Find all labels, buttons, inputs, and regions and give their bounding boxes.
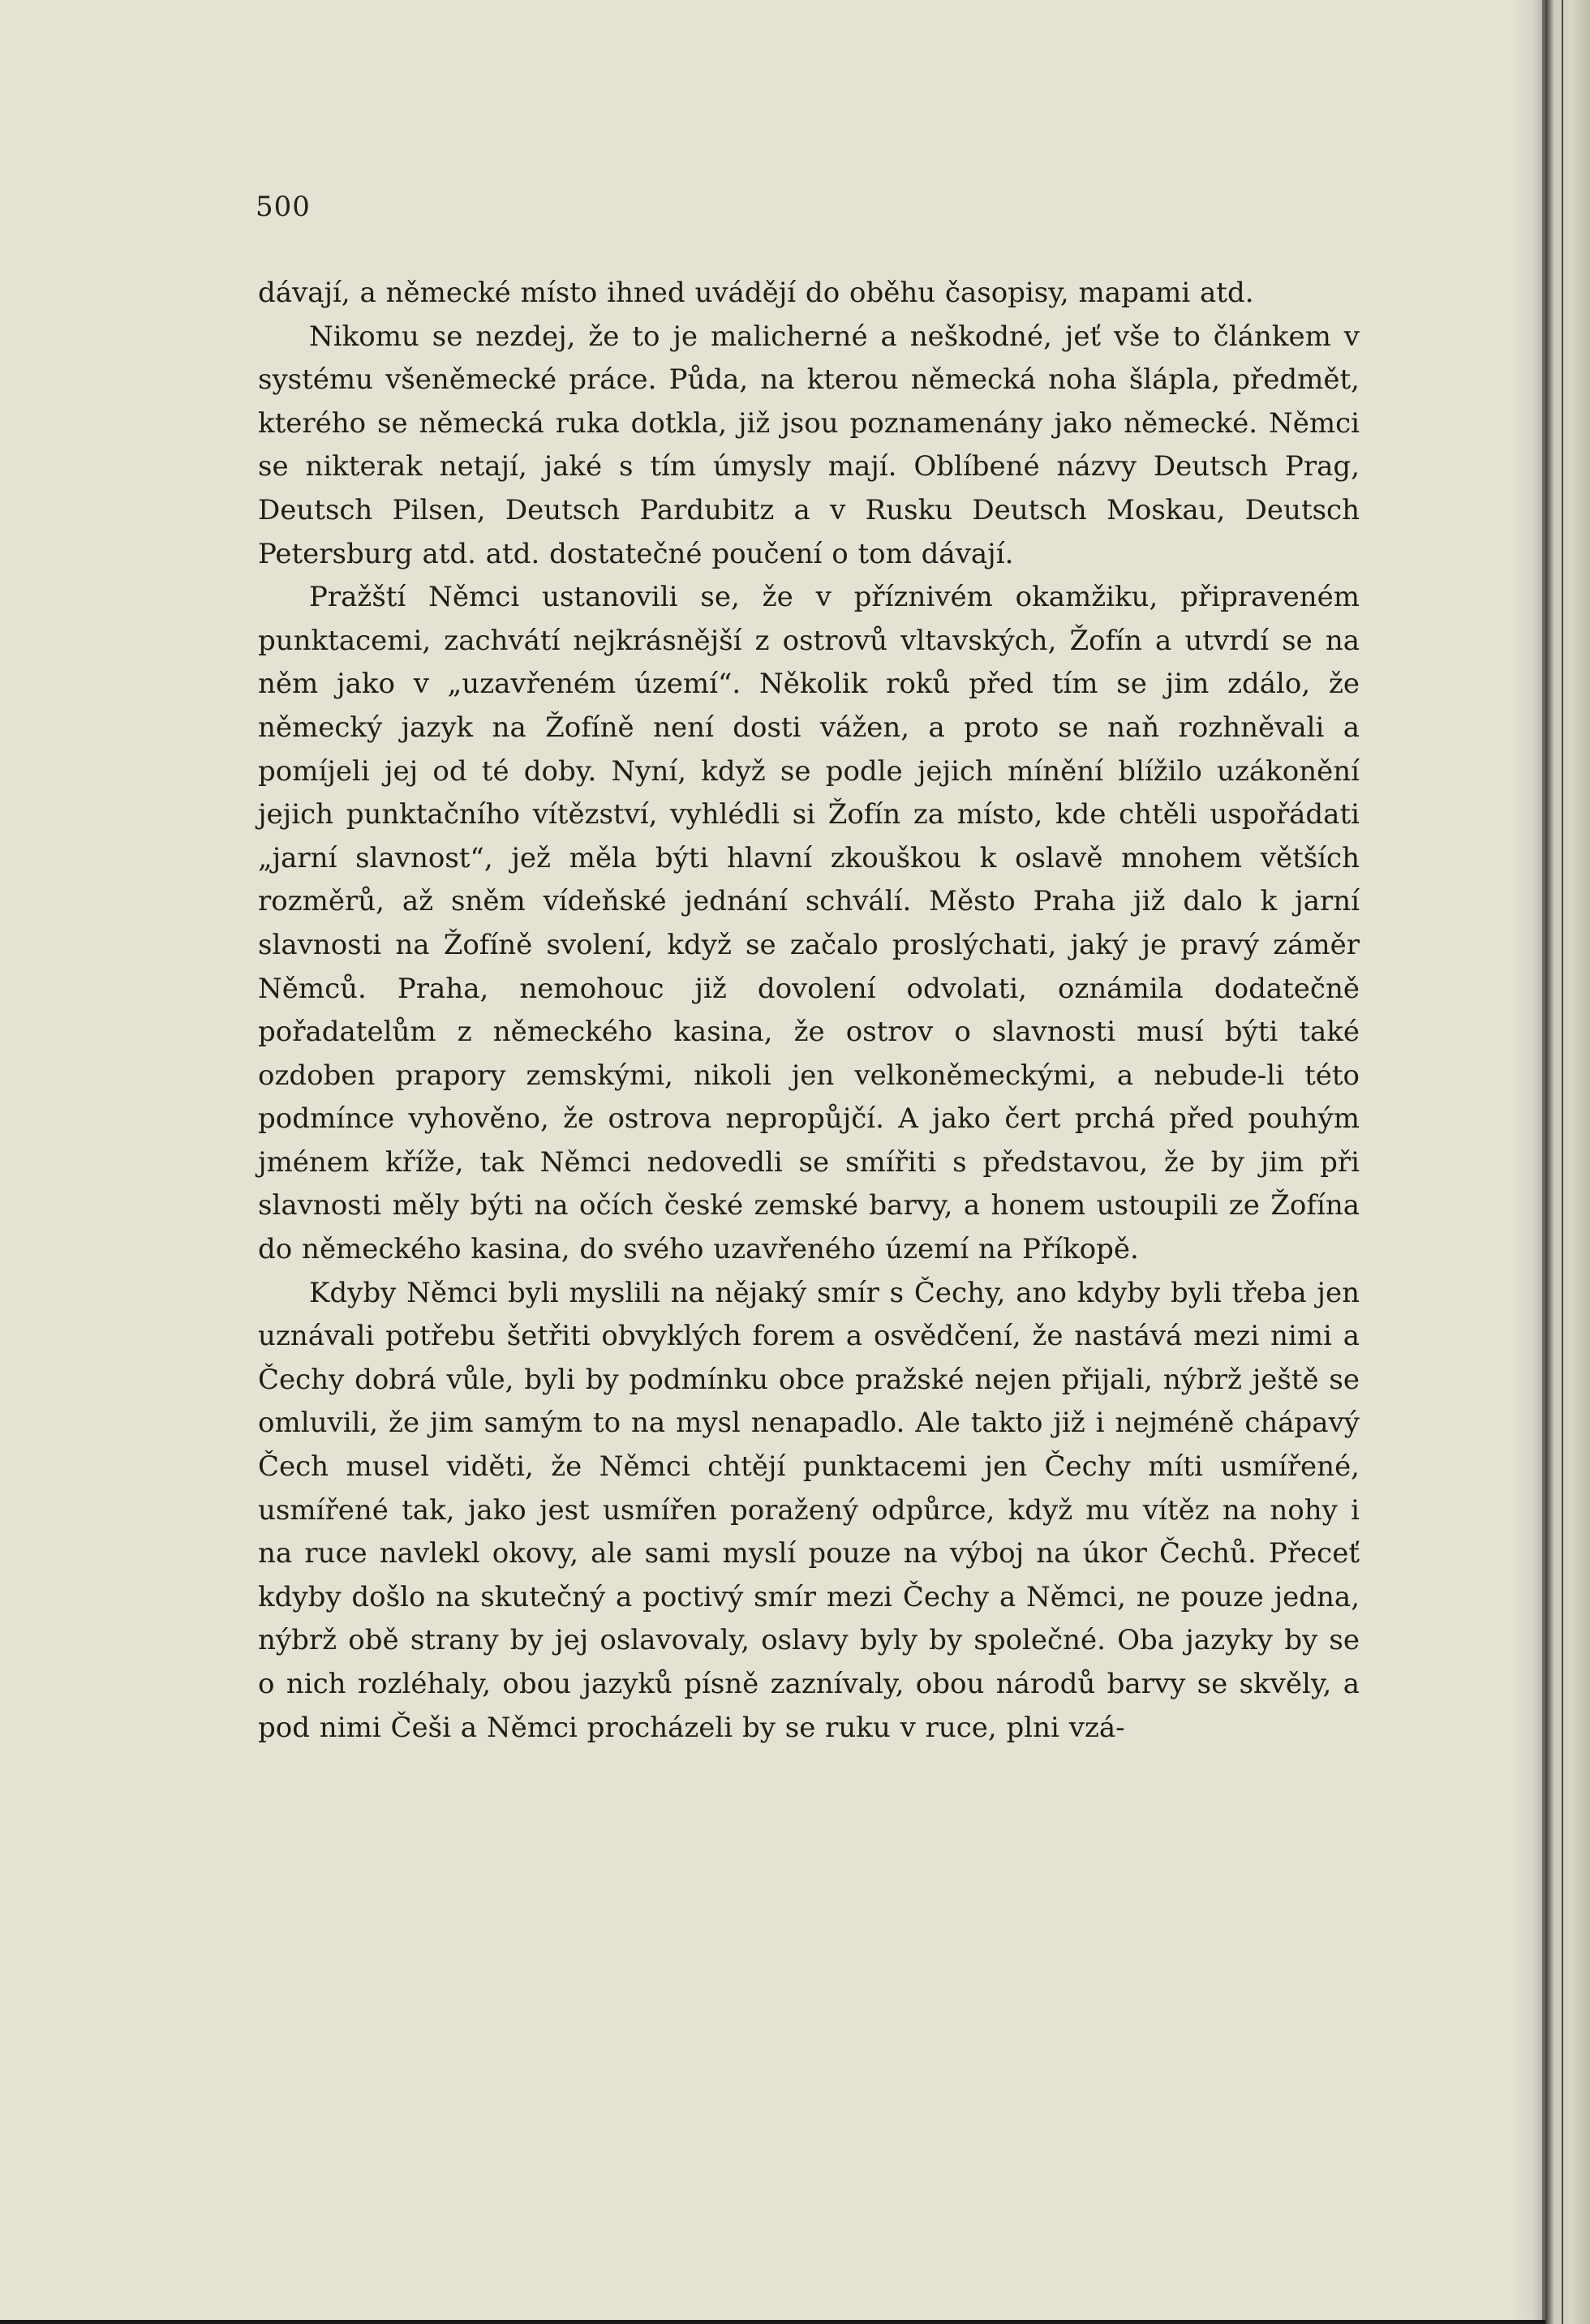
paragraph-continuation: dávají, a německé místo ihned uvádějí do oběhu časopisy, mapami atd. xyxy=(258,277,1254,309)
paragraph: Pražští Němci ustanovili se, že v příznivém okamžiku, připraveném punktacemi, zachvátí nejkrásnější z ostrovů vltavských, Žofín a utvrdí se na něm jako v „uzavřeném území“. Několik roků před tím se jim zdálo, že německý jazyk na Žofíně není dosti vážen, a proto se naň rozhněvali a pomíjeli jej od té doby. Nyní, když se podle jejich mínění blížilo uzákonění jejich punktačního vítězství, vyhlédli si Žofín za místo, kde chtěli uspořádati „jarní slavnost“, jež měla býti hlavní zkouškou k oslavě mnohem větších rozměrů, až sněm vídeňské jednání schválí. Město Praha již dalo k jarní slavnosti na Žofíně svolení, když se začalo proslýchati, jaký je pravý záměr Němců. Praha, nemohouc již dovolení odvolati, oznámila dodatečně pořadatelům z německého kasina, že ostrov o slavnosti musí býti také ozdoben prapory zemskými, nikoli jen velkoněmeckými, a nebude-li této podmínce vyhověno, že ostrova nepropůjčí. A jako čert prchá před pouhým jménem kříže, tak Němci nedovedli se smířiti s představou, že by jim při slavnosti měly býti na očích české zemské barvy, a honem ustoupili ze Žofína do německého kasina, do svého uzavřeného území na Příkopě. xyxy=(258,581,1360,1266)
paragraph: Nikomu se nezdej, že to je malicherné a neškodné, jeť vše to článkem v systému všeněmecké práce. Půda, na kterou německá noha šlápla, předmět, kterého se německá ruka dotkla, již jsou poznamenány jako německé. Němci se nikterak netají, jaké s tím úmysly mají. Oblíbené názvy Deutsch Prag, Deutsch Pilsen, Deutsch Pardubitz a v Rusku Deutsch Moskau, Deutsch Petersburg atd. atd. dostatečné poučení o tom dávají. xyxy=(258,320,1360,570)
body-text xyxy=(258,272,1360,1750)
page-number: 500 xyxy=(256,191,311,223)
page-gutter-shadow xyxy=(1510,0,1542,2320)
paragraph: Kdyby Němci byli myslili na nějaký smír s Čechy, ano kdyby byli třeba jen uznávali potřebu šetřiti obvyklých forem a osvědčení, že nastává mezi nimi a Čechy dobrá vůle, byli by podmínku obce pražské nejen přijali, nýbrž ještě se omluvili, že jim samým to na mysl nenapadlo. Ale takto již i nejméně chápavý Čech musel viděti, že Němci chtějí punktacemi jen Čechy míti usmířené, usmířené tak, jako jest usmířen poražený odpůrce, když mu vítěz na nohy i na ruce navlekl okovy, ale sami myslí pouze na výboj na úkor Čechů. Přeceť kdyby došlo na skutečný a poctivý smír mezi Čechy a Němci, ne pouze jedna, nýbrž obě strany by jej oslavovaly, oslavy byly by společné. Oba jazyky by se o nich rozléhaly, obou jazyků písně zaznívaly, obou národů barvy se skvěly, a pod nimi Češi a Němci procházeli by se ruku v ruce, plni vzá- xyxy=(258,1276,1360,1744)
adjacent-page-edge xyxy=(1545,0,1590,2324)
